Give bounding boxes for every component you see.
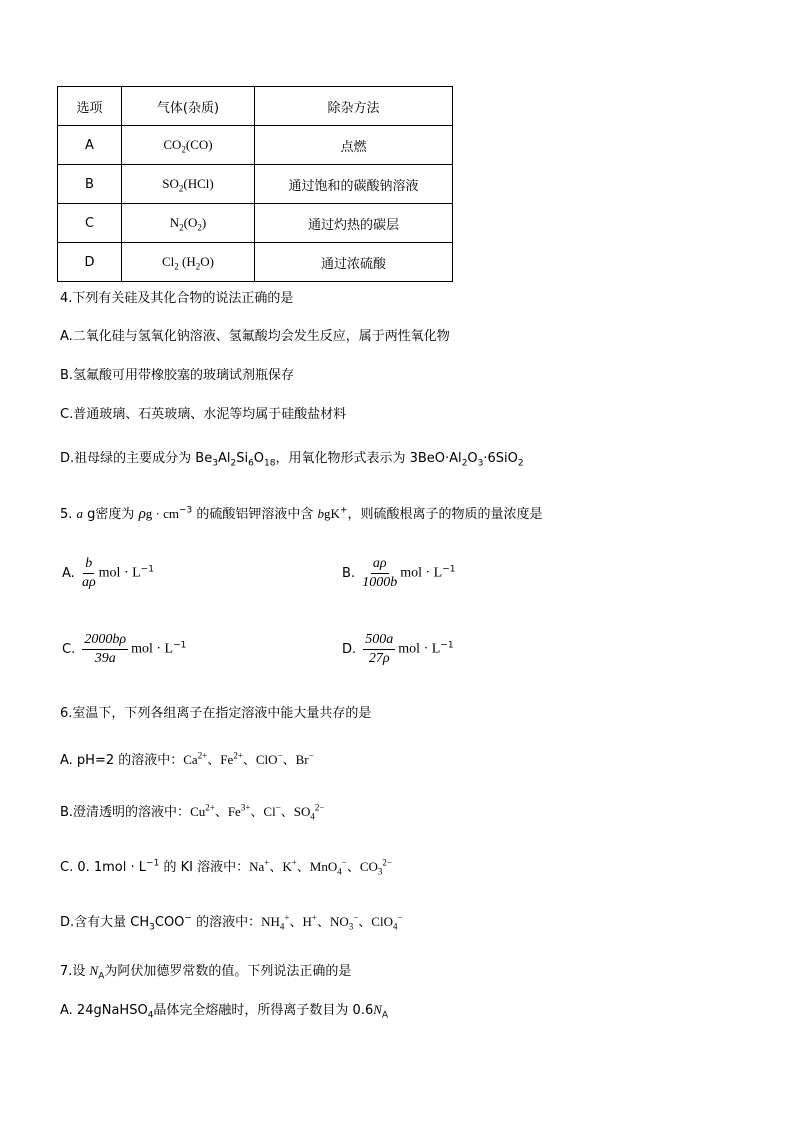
table-cell-option: C	[58, 204, 122, 243]
table-cell-gas: $CO_2(CO)$	[122, 126, 255, 165]
q6-option-c: C. 0. $1mol \cdot L^{-1}$ 的 KI 溶液中：Na+、K+、MnO$_4$−、$CO_3^{2-}$	[60, 857, 392, 877]
table-cell-option: A	[58, 126, 122, 165]
q4-option-c: C.普通玻璃、石英玻璃、水泥等均属于硅酸盐材料	[60, 407, 347, 422]
fraction: $\frac{500a}{27\rho}$	[365, 632, 394, 666]
q6-option-a: A. pH=2 的溶液中：$Ca^{2+}$、$Fe^{2+}$、ClO−、Br−	[60, 750, 314, 768]
table-header-cell: 选项	[58, 87, 122, 126]
q6-option-b: B.澄清透明的溶液中：$Cu^{2+}$、$Fe^{3+}$、Cl−、$SO_4^{2-}$	[60, 802, 325, 822]
q5-stem: 5. a g密度为 $\rho g \cdot cm^{-3}$ 的硫酸铝钾溶液中含 bgK+，则硫酸根离子的物质的量浓度是	[60, 505, 543, 522]
table-row	[58, 165, 453, 204]
table-row	[58, 126, 453, 165]
q5-option-b: B. $\frac{a\rho}{1000b}$ mol · $L^{-1}$	[342, 556, 456, 590]
q4-option-d: D.祖母绿的主要成分为 $Be_3Al_2Si_6O_{18}$，用氧化物形式表示为 $3BeO\cdot Al_2O_3\cdot 6SiO_2$	[60, 451, 524, 469]
options-table	[57, 86, 453, 282]
table-header-cell: 除杂方法	[255, 87, 453, 126]
fraction: $\frac{a\rho}{1000b}$	[362, 556, 398, 590]
table-cell-method: 通过饱和的碳酸钠溶液	[255, 165, 453, 204]
table-header-cell: 气体(杂质)	[122, 87, 255, 126]
table-cell-method: 通过浓硫酸	[255, 243, 453, 282]
table-cell-gas: $Cl_2$ $(H_2O)$	[122, 243, 255, 282]
table-cell-option: D	[58, 243, 122, 282]
q7-option-a: A. 24gNaHSO$_4$晶体完全熔融时，所得离子数目为 $0.6N_A$	[60, 1002, 389, 1021]
q7-stem: 7.设 $N_A$为阿伏加德罗常数的值。下列说法正确的是	[60, 963, 352, 982]
fraction: $\frac{2000b\rho}{39a}$	[84, 632, 127, 666]
table-cell-gas: $SO_2(HCl)$	[122, 165, 255, 204]
table-cell-method: 点燃	[255, 126, 453, 165]
q6-stem: 6.室温下，下列各组离子在指定溶液中能大量共存的是	[60, 706, 372, 721]
table-header-row	[58, 87, 453, 126]
table-row	[58, 204, 453, 243]
table-cell-method: 通过灼热的碳层	[255, 204, 453, 243]
q4-option-a: A.二氧化硅与氢氧化钠溶液、氢氟酸均会发生反应，属于两性氧化物	[60, 329, 450, 344]
fraction: $\frac{b}{a\rho}$	[81, 556, 96, 590]
q5-option-c: C. $\frac{2000b\rho}{39a}$ mol · $L^{-1}$	[62, 632, 187, 666]
table-cell-option: B	[58, 165, 122, 204]
q4-stem: 4.下列有关硅及其化合物的说法正确的是	[60, 291, 294, 306]
q5-option-d: D. $\frac{500a}{27\rho}$ mol · $L^{-1}$	[342, 632, 454, 666]
table-row	[58, 243, 453, 282]
q6-option-d: D.含有大量 $CH_3COO^-$ 的溶液中：$NH_4^+$、H+、$NO_3^-$、ClO$_4$−	[60, 912, 403, 933]
q4-option-b: B.氢氟酸可用带橡胶塞的玻璃试剂瓶保存	[60, 368, 295, 383]
table-cell-gas: $N_2(O_2)$	[122, 204, 255, 243]
q5-option-a: A. $\frac{b}{a\rho}$ mol · $L^{-1}$	[62, 556, 154, 590]
